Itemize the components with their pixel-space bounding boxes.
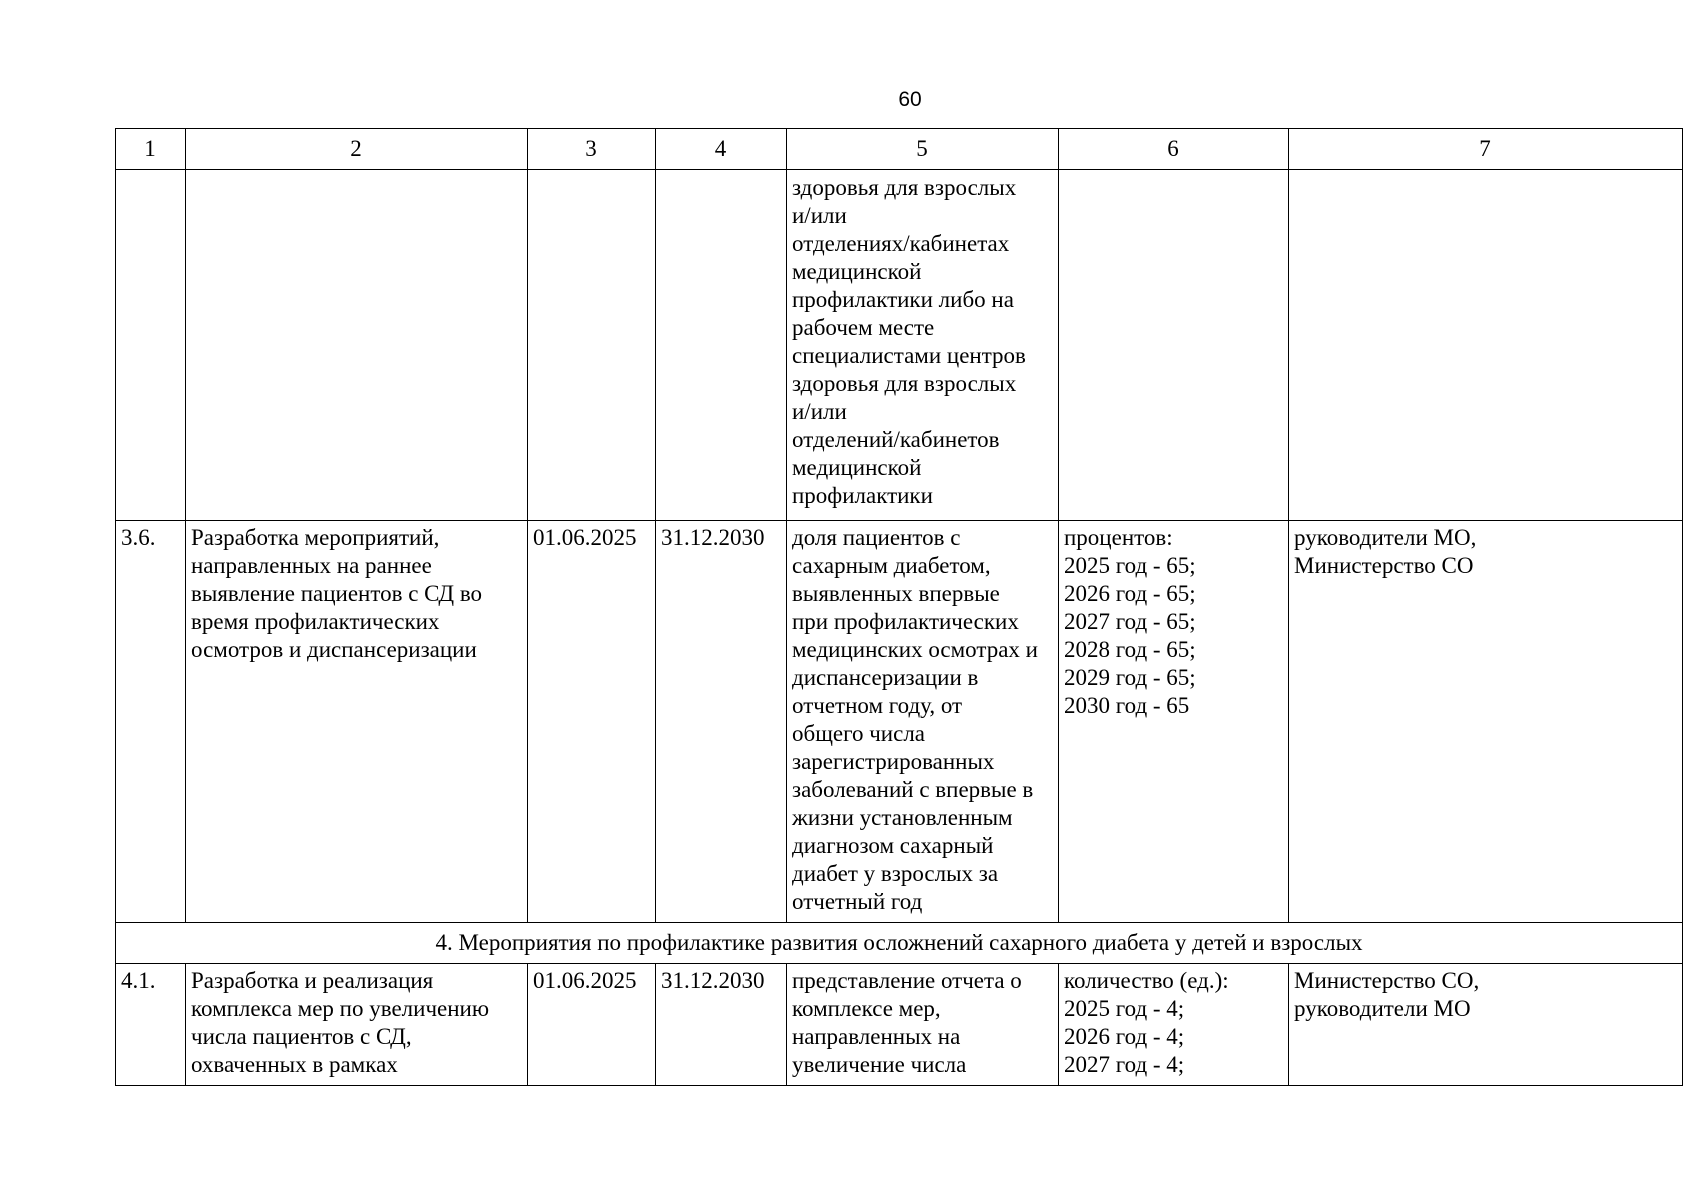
cell-responsible (1289, 170, 1683, 521)
cell-value: количество (ед.): 2025 год - 4; 2026 год - 4; 2027 год - 4; (1059, 964, 1289, 1086)
section-heading: 4. Мероприятия по профилактике развития осложнений сахарного диабета у детей и взрослых (116, 923, 1683, 964)
column-header: 5 (787, 129, 1059, 170)
cell-indicator: здоровья для взрослых и/или отделениях/кабинетах медицинской профилактики либо на рабочем месте специалистами центров здоровья для взрослых и/или отделений/кабинетов медицинской профилактики (787, 170, 1059, 521)
cell-start-date (528, 170, 656, 521)
table-row (116, 521, 1683, 923)
cell-end-date (656, 170, 787, 521)
column-header: 4 (656, 129, 787, 170)
cell-number: 3.6. (116, 521, 186, 923)
cell-activity: Разработка мероприятий, направленных на раннее выявление пациентов с СД во время профилактических осмотров и диспансеризации (186, 521, 528, 923)
cell-activity: Разработка и реализация комплекса мер по увеличению числа пациентов с СД, охваченных в рамках (186, 964, 528, 1086)
column-header: 3 (528, 129, 656, 170)
cell-start-date: 01.06.2025 (528, 964, 656, 1086)
cell-end-date: 31.12.2030 (656, 964, 787, 1086)
document-table (115, 128, 1683, 1086)
column-header: 2 (186, 129, 528, 170)
section-heading-row (116, 923, 1683, 964)
cell-indicator: представление отчета о комплексе мер, направленных на увеличение числа (787, 964, 1059, 1086)
cell-value (1059, 170, 1289, 521)
cell-activity (186, 170, 528, 521)
cell-end-date: 31.12.2030 (656, 521, 787, 923)
cell-number (116, 170, 186, 521)
column-header: 1 (116, 129, 186, 170)
table-header-row (116, 129, 1683, 170)
cell-value: процентов: 2025 год - 65; 2026 год - 65; 2027 год - 65; 2028 год - 65; 2029 год - 65; 2030 год - 65 (1059, 521, 1289, 923)
cell-number: 4.1. (116, 964, 186, 1086)
page-number: 60 (898, 88, 922, 111)
cell-start-date: 01.06.2025 (528, 521, 656, 923)
column-header: 7 (1289, 129, 1683, 170)
column-header: 6 (1059, 129, 1289, 170)
table-row (116, 964, 1683, 1086)
cell-responsible: Министерство СО, руководители МО (1289, 964, 1683, 1086)
cell-indicator: доля пациентов с сахарным диабетом, выявленных впервые при профилактических медицинских осмотрах и диспансеризации в отчетном году, от общего числа зарегистрированных заболеваний с впервые в жизни установленным диагнозом сахарный диабет у взрослых за отчетный год (787, 521, 1059, 923)
table-row (116, 170, 1683, 521)
cell-responsible: руководители МО, Министерство СО (1289, 521, 1683, 923)
